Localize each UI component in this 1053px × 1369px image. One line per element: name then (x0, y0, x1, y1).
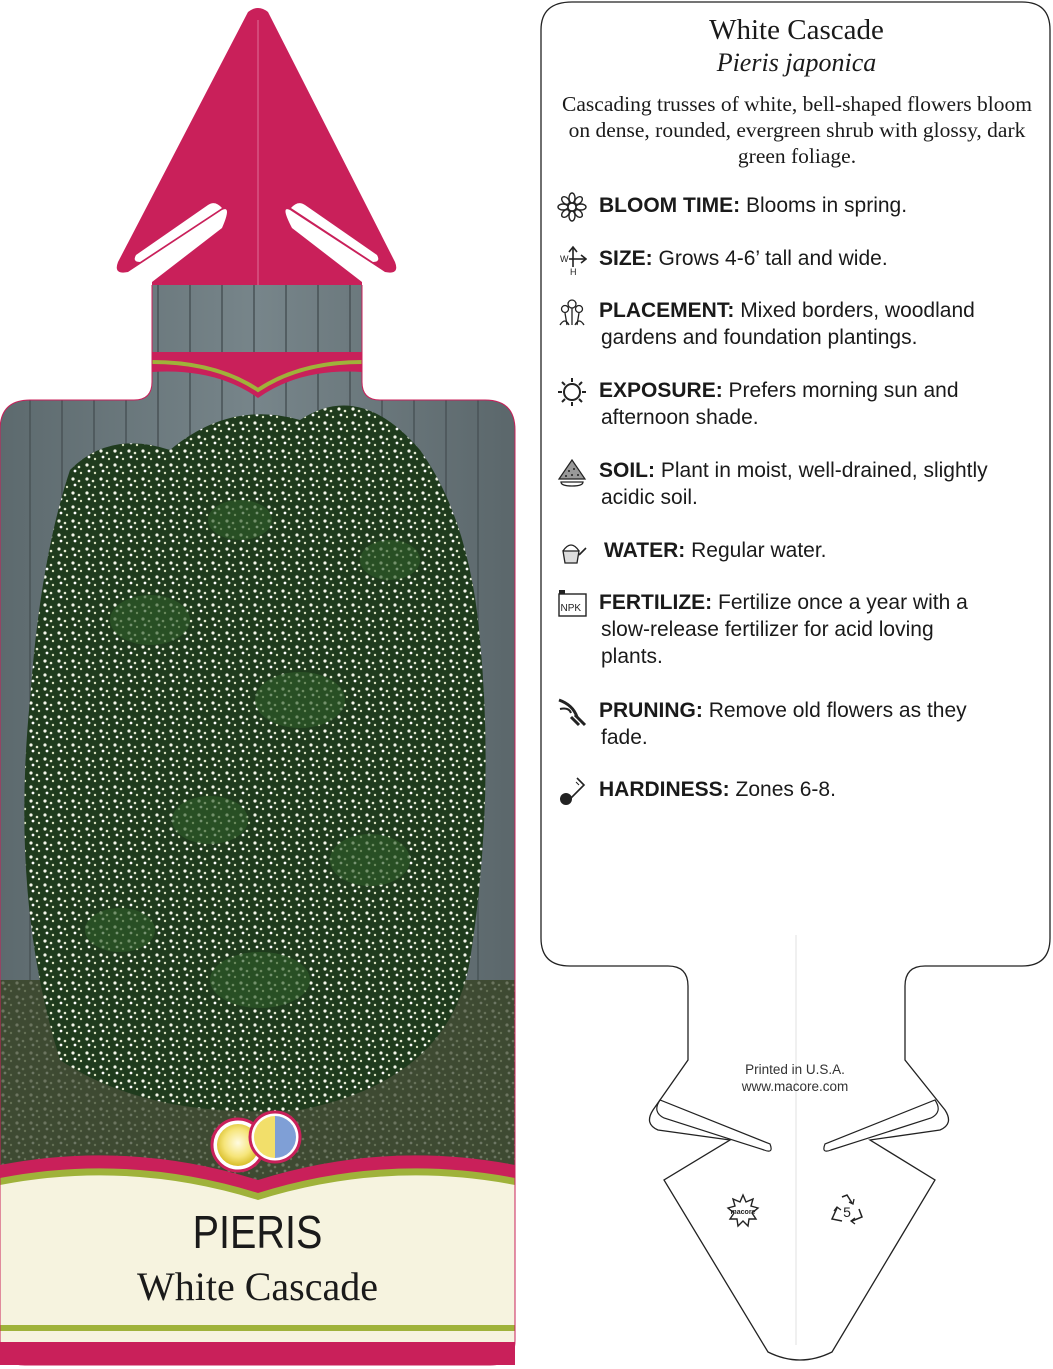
care-text-continued: afternoon shade. (601, 406, 759, 429)
care-label: HARDINESS: (599, 778, 730, 801)
website-line: www.macore.com (741, 1079, 849, 1094)
care-text-continued: fade. (601, 726, 648, 749)
care-label: EXPOSURE: (599, 379, 723, 402)
care-label: SIZE: (599, 247, 653, 270)
care-text: Blooms in spring. (746, 194, 908, 217)
care-text-continued: slow-release fertilizer for acid loving plants. (601, 618, 934, 668)
svg-text:H: H (570, 267, 577, 275)
svg-text:macore: macore (730, 1209, 756, 1216)
care-text-continued: acidic soil. (601, 486, 698, 509)
care-text: Zones 6-8. (735, 778, 836, 801)
thermometer-icon (557, 776, 587, 806)
care-label: PLACEMENT: (599, 299, 735, 322)
care-text-continued: gardens and foundation plantings. (601, 326, 918, 349)
care-label: FERTILIZE: (599, 591, 713, 614)
pruners-icon (557, 697, 587, 727)
back-description: Cascading trusses of white, bell-shaped flowers bloom on dense, rounded, evergreen shrub with glossy, dark green foliage. (562, 92, 1032, 168)
front-genus-name: PIERIS (192, 1206, 323, 1258)
flower-icon (557, 192, 587, 222)
recycle-icon (830, 1193, 864, 1225)
care-text: Plant in moist, well-drained, slightly (660, 459, 988, 482)
svg-text:NPK: NPK (560, 603, 582, 614)
care-label: WATER: (604, 539, 686, 562)
part-shade-icon (250, 1112, 300, 1162)
care-label: SOIL: (599, 459, 655, 482)
printed-in-usa (700, 1061, 890, 1095)
watering-can-icon (557, 537, 587, 567)
printed-line: Printed in U.S.A. (745, 1062, 845, 1077)
care-label: PRUNING: (599, 699, 703, 722)
back-latin-name: Pieris japonica (716, 48, 877, 77)
soil-icon (557, 457, 587, 487)
npk-icon (557, 589, 587, 619)
care-text: Regular water. (691, 539, 827, 562)
svg-text:W: W (560, 254, 569, 264)
macore-logo (725, 1193, 761, 1229)
svg-text:5: 5 (843, 1204, 851, 1220)
care-label: BLOOM TIME: (599, 194, 741, 217)
size-icon (557, 245, 587, 275)
care-text: Fertilize once a year with a (718, 591, 968, 614)
sun-icon (557, 377, 587, 407)
front-cultivar-name: White Cascade (137, 1264, 378, 1309)
care-text: Mixed borders, woodland (740, 299, 975, 322)
care-text: Remove old flowers as they (708, 699, 967, 722)
care-text: Grows 4-6’ tall and wide. (658, 247, 888, 270)
care-text: Prefers morning sun and (728, 379, 959, 402)
placement-icon (557, 297, 587, 327)
back-title: White Cascade (709, 14, 884, 46)
